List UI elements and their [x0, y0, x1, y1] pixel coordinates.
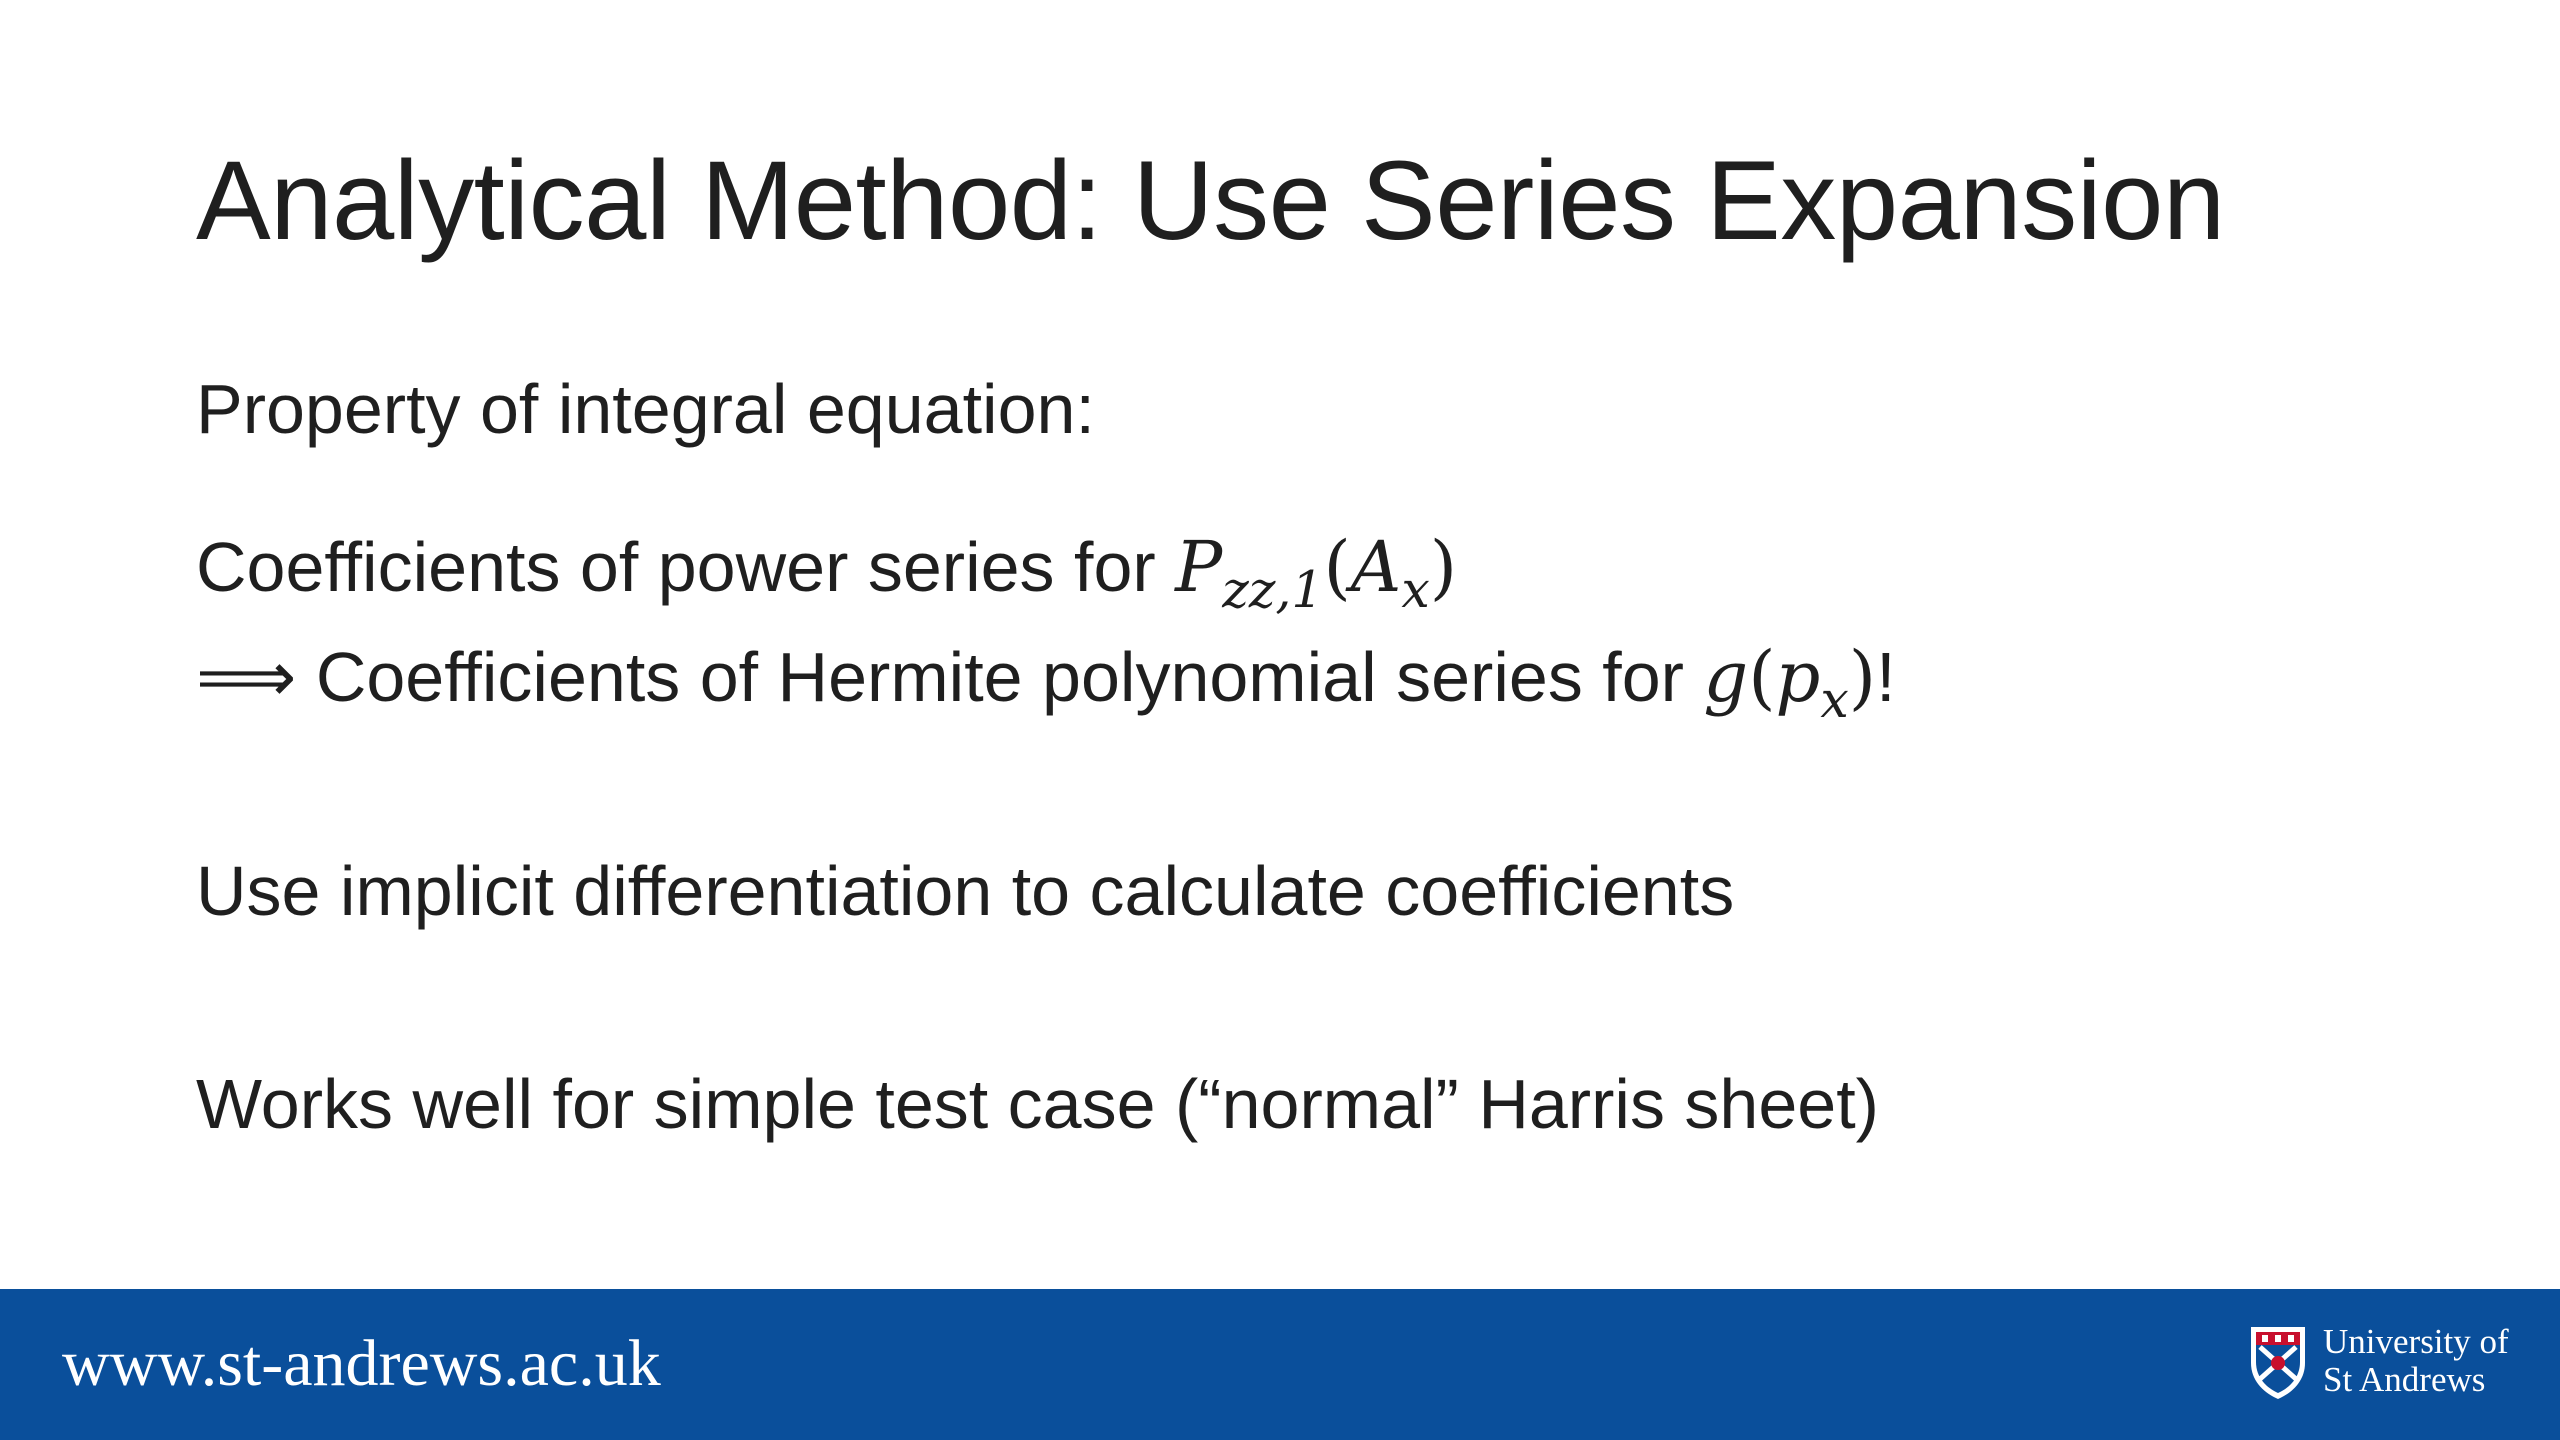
formula-function: g: [1703, 636, 1749, 718]
slide-title: Analytical Method: Use Series Expansion: [196, 138, 2225, 263]
formula-right-paren: ): [1848, 636, 1877, 718]
implies-arrow-icon: ⟹: [196, 636, 297, 718]
footer-bar: [0, 1289, 2560, 1440]
harris-sheet-line: Works well for simple test case (“normal” Harris sheet): [196, 1065, 1879, 1143]
coefficients-power-series-text: Coefficients of power series for: [196, 528, 1156, 606]
formula-argument: A: [1350, 526, 1402, 608]
formula-left-paren: (: [1323, 526, 1351, 608]
formula-argument: p: [1775, 636, 1821, 718]
university-name-line1: University of: [2323, 1322, 2509, 1361]
property-line: Property of integral equation:: [196, 370, 1095, 448]
university-logo: [2248, 1323, 2528, 1413]
coefficients-power-series-line: [196, 526, 1458, 620]
formula-subscript: zz,1: [1222, 560, 1324, 620]
gpx-formula: [1703, 636, 1877, 730]
formula-left-paren: (: [1748, 636, 1776, 718]
formula-right-paren: ): [1429, 526, 1458, 608]
pzz-formula: [1175, 526, 1458, 620]
formula-main-symbol: P: [1175, 526, 1223, 608]
website-url: www.st-andrews.ac.uk: [62, 1327, 661, 1400]
hermite-series-line: [196, 636, 1896, 730]
exclamation-mark: !: [1876, 638, 1896, 716]
implicit-differentiation-line: Use implicit differentiation to calculate coefficients: [196, 852, 1735, 930]
formula-argument-subscript: x: [1401, 560, 1430, 620]
university-name-line2: St Andrews: [2323, 1360, 2486, 1399]
formula-argument-subscript: x: [1820, 670, 1849, 730]
university-name: [2323, 1323, 2509, 1399]
university-crest-icon: [2248, 1323, 2308, 1401]
hermite-series-text: Coefficients of Hermite polynomial series for: [315, 638, 1684, 716]
